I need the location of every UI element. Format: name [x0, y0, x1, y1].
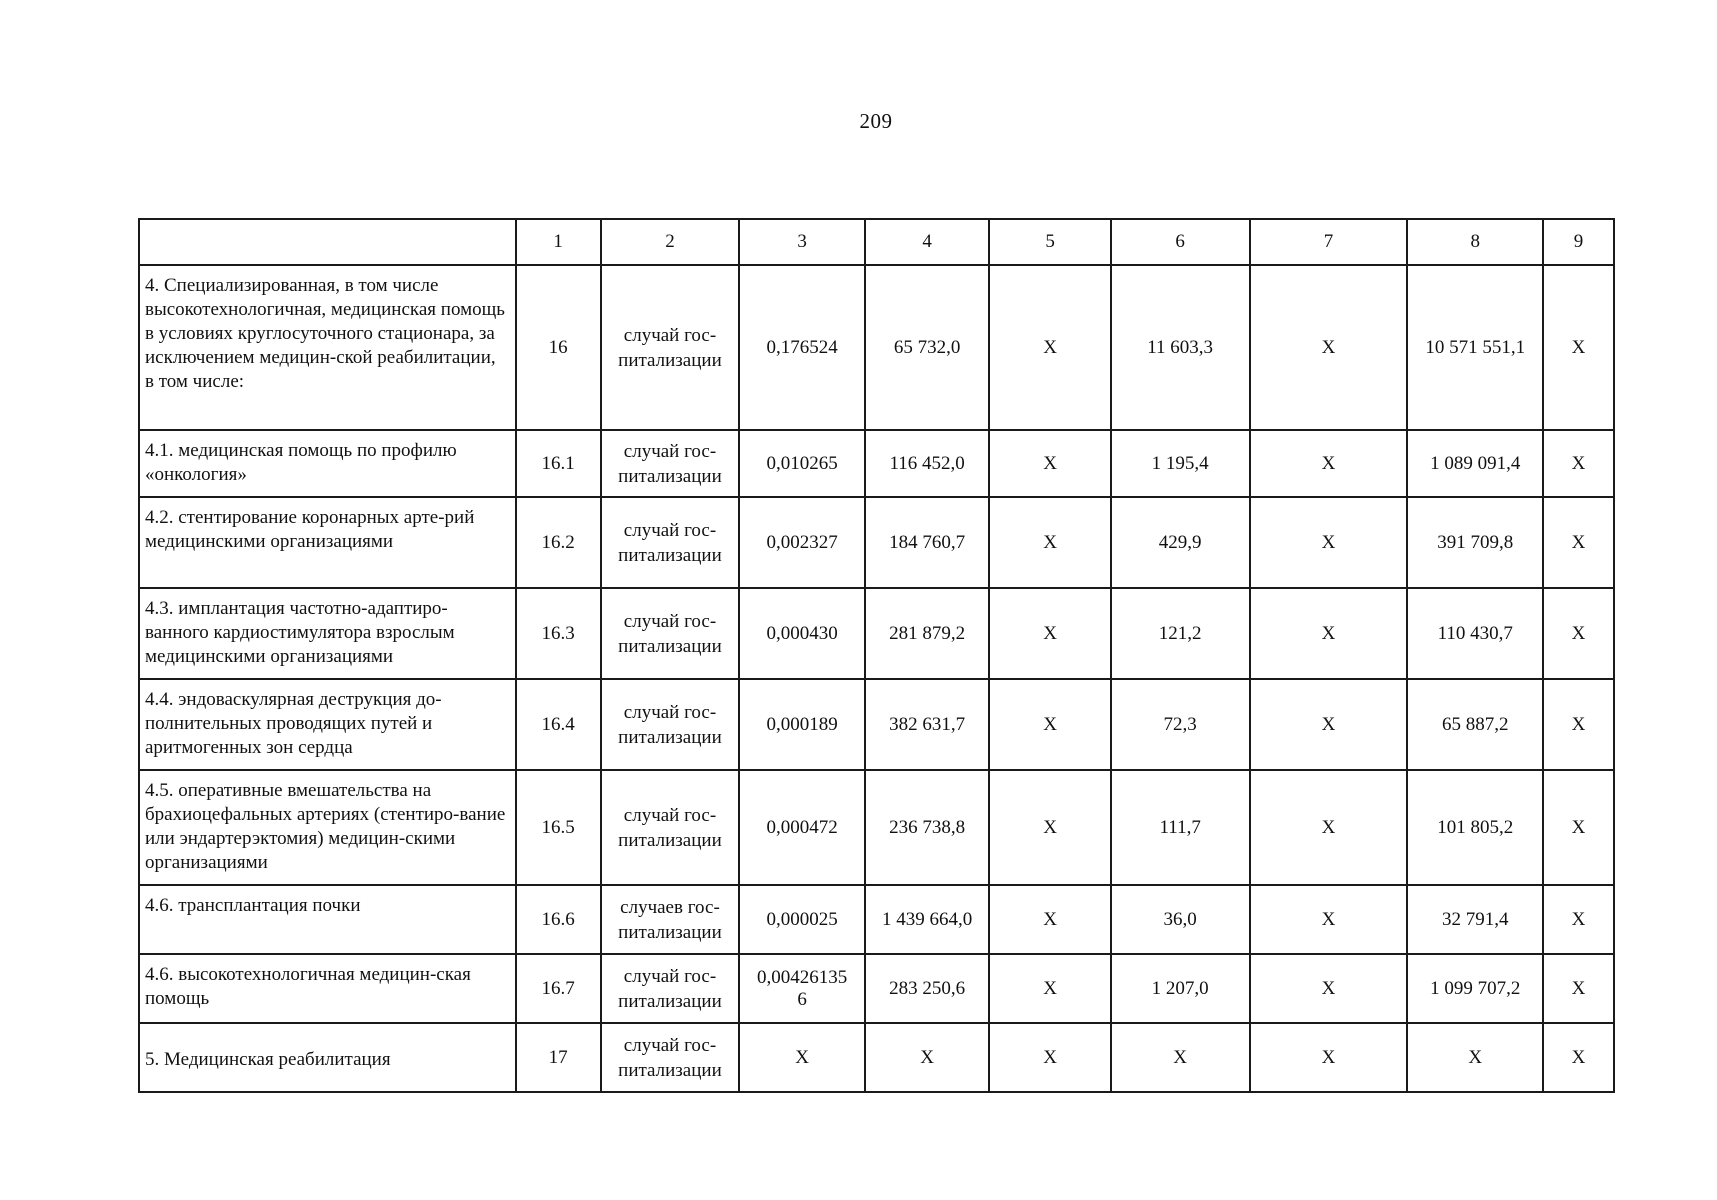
- value-cell: 0,176524: [739, 265, 865, 430]
- value-cell: X: [1250, 265, 1408, 430]
- row-code-cell: 16.6: [516, 885, 601, 954]
- column-number-cell: 8: [1407, 219, 1543, 265]
- value-cell: X: [989, 770, 1110, 885]
- value-cell: X: [1543, 430, 1614, 497]
- unit-cell: случай гос- питализации: [601, 1023, 740, 1092]
- value-cell: X: [1543, 497, 1614, 588]
- row-code-cell: 16.1: [516, 430, 601, 497]
- row-code-cell: 16.2: [516, 497, 601, 588]
- value-cell: X: [1543, 954, 1614, 1023]
- value-cell: X: [1543, 265, 1614, 430]
- row-name-cell: 4.6. трансплантация почки: [139, 885, 516, 954]
- unit-cell: случай гос- питализации: [601, 497, 740, 588]
- row-code-cell: 16: [516, 265, 601, 430]
- column-number-cell: 7: [1250, 219, 1408, 265]
- row-name-cell: 4.4. эндоваскулярная деструкция до-полнительных проводящих путей и аритмогенных зон сердца: [139, 679, 516, 770]
- row-code-cell: 17: [516, 1023, 601, 1092]
- unit-cell: случай гос- питализации: [601, 588, 740, 679]
- page-number: 209: [859, 109, 893, 133]
- value-cell: 11 603,3: [1111, 265, 1250, 430]
- row-name-cell: 4.1. медицинская помощь по профилю «онкология»: [139, 430, 516, 497]
- value-cell: 283 250,6: [865, 954, 990, 1023]
- column-number-cell: 5: [989, 219, 1110, 265]
- value-cell: 281 879,2: [865, 588, 990, 679]
- value-cell: 0,000430: [739, 588, 865, 679]
- row-code-cell: 16.3: [516, 588, 601, 679]
- value-cell: X: [1543, 885, 1614, 954]
- value-cell: 65 732,0: [865, 265, 990, 430]
- unit-cell: случай гос- питализации: [601, 430, 740, 497]
- value-cell: 32 791,4: [1407, 885, 1543, 954]
- unit-cell: случай гос- питализации: [601, 954, 740, 1023]
- value-cell: 0,00426135 6: [739, 954, 865, 1023]
- table-row: [139, 497, 1614, 588]
- value-cell: X: [1250, 954, 1408, 1023]
- value-cell: X: [1250, 679, 1408, 770]
- value-cell: 0,000189: [739, 679, 865, 770]
- column-number-cell: 9: [1543, 219, 1614, 265]
- value-cell: 1 195,4: [1111, 430, 1250, 497]
- table-row: [139, 588, 1614, 679]
- value-cell: 121,2: [1111, 588, 1250, 679]
- table-row: [139, 954, 1614, 1023]
- value-cell: X: [989, 265, 1110, 430]
- value-cell: 391 709,8: [1407, 497, 1543, 588]
- value-cell: 1 207,0: [1111, 954, 1250, 1023]
- value-cell: 382 631,7: [865, 679, 990, 770]
- value-cell: X: [1250, 1023, 1408, 1092]
- column-number-cell: [139, 219, 516, 265]
- value-cell: X: [989, 588, 1110, 679]
- table-row: [139, 770, 1614, 885]
- value-cell: X: [1250, 588, 1408, 679]
- column-number-cell: 1: [516, 219, 601, 265]
- value-cell: X: [1407, 1023, 1543, 1092]
- value-cell: 0,002327: [739, 497, 865, 588]
- row-name-cell: 4. Специализированная, в том числе высокотехнологичная, медицинская помощь в условиях круглосуточного стационара, за исключением медицин-ской реабилитации, в том числе:: [139, 265, 516, 430]
- row-name-cell: 4.3. имплантация частотно-адаптиро-ванного кардиостимулятора взрослым медицинскими организациями: [139, 588, 516, 679]
- table-row: [139, 265, 1614, 430]
- value-cell: 0,000025: [739, 885, 865, 954]
- value-cell: 10 571 551,1: [1407, 265, 1543, 430]
- value-cell: 1 089 091,4: [1407, 430, 1543, 497]
- value-cell: X: [1543, 679, 1614, 770]
- value-cell: X: [1543, 1023, 1614, 1092]
- value-cell: X: [1250, 497, 1408, 588]
- row-name-cell: 5. Медицинская реабилитация: [139, 1023, 516, 1092]
- value-cell: 236 738,8: [865, 770, 990, 885]
- row-name-cell: 4.5. оперативные вмешательства на брахиоцефальных артериях (стентиро-вание или эндартерэктомия) медицин-скими организациями: [139, 770, 516, 885]
- column-number-cell: 6: [1111, 219, 1250, 265]
- data-table: [138, 218, 1615, 1093]
- table-row: [139, 679, 1614, 770]
- value-cell: 72,3: [1111, 679, 1250, 770]
- value-cell: 110 430,7: [1407, 588, 1543, 679]
- value-cell: X: [1111, 1023, 1250, 1092]
- value-cell: X: [739, 1023, 865, 1092]
- value-cell: X: [989, 885, 1110, 954]
- column-number-cell: 4: [865, 219, 990, 265]
- value-cell: X: [865, 1023, 990, 1092]
- row-name-cell: 4.2. стентирование коронарных арте-рий медицинскими организациями: [139, 497, 516, 588]
- table-row: [139, 430, 1614, 497]
- value-cell: 0,010265: [739, 430, 865, 497]
- value-cell: X: [989, 679, 1110, 770]
- column-number-cell: 2: [601, 219, 740, 265]
- value-cell: 101 805,2: [1407, 770, 1543, 885]
- value-cell: 111,7: [1111, 770, 1250, 885]
- unit-cell: случай гос- питализации: [601, 265, 740, 430]
- value-cell: 36,0: [1111, 885, 1250, 954]
- row-code-cell: 16.7: [516, 954, 601, 1023]
- value-cell: X: [1250, 770, 1408, 885]
- value-cell: X: [989, 497, 1110, 588]
- value-cell: 1 099 707,2: [1407, 954, 1543, 1023]
- value-cell: 65 887,2: [1407, 679, 1543, 770]
- value-cell: X: [989, 1023, 1110, 1092]
- value-cell: 429,9: [1111, 497, 1250, 588]
- column-number-row: [139, 219, 1614, 265]
- value-cell: 184 760,7: [865, 497, 990, 588]
- row-code-cell: 16.5: [516, 770, 601, 885]
- unit-cell: случаев гос- питализации: [601, 885, 740, 954]
- value-cell: 116 452,0: [865, 430, 990, 497]
- value-cell: X: [989, 430, 1110, 497]
- unit-cell: случай гос- питализации: [601, 679, 740, 770]
- value-cell: X: [1250, 430, 1408, 497]
- unit-cell: случай гос- питализации: [601, 770, 740, 885]
- value-cell: X: [1543, 770, 1614, 885]
- column-number-cell: 3: [739, 219, 865, 265]
- value-cell: X: [1543, 588, 1614, 679]
- table-row: [139, 885, 1614, 954]
- value-cell: X: [989, 954, 1110, 1023]
- row-code-cell: 16.4: [516, 679, 601, 770]
- table-row: [139, 1023, 1614, 1092]
- value-cell: 1 439 664,0: [865, 885, 990, 954]
- value-cell: 0,000472: [739, 770, 865, 885]
- value-cell: X: [1250, 885, 1408, 954]
- row-name-cell: 4.6. высокотехнологичная медицин-ская помощь: [139, 954, 516, 1023]
